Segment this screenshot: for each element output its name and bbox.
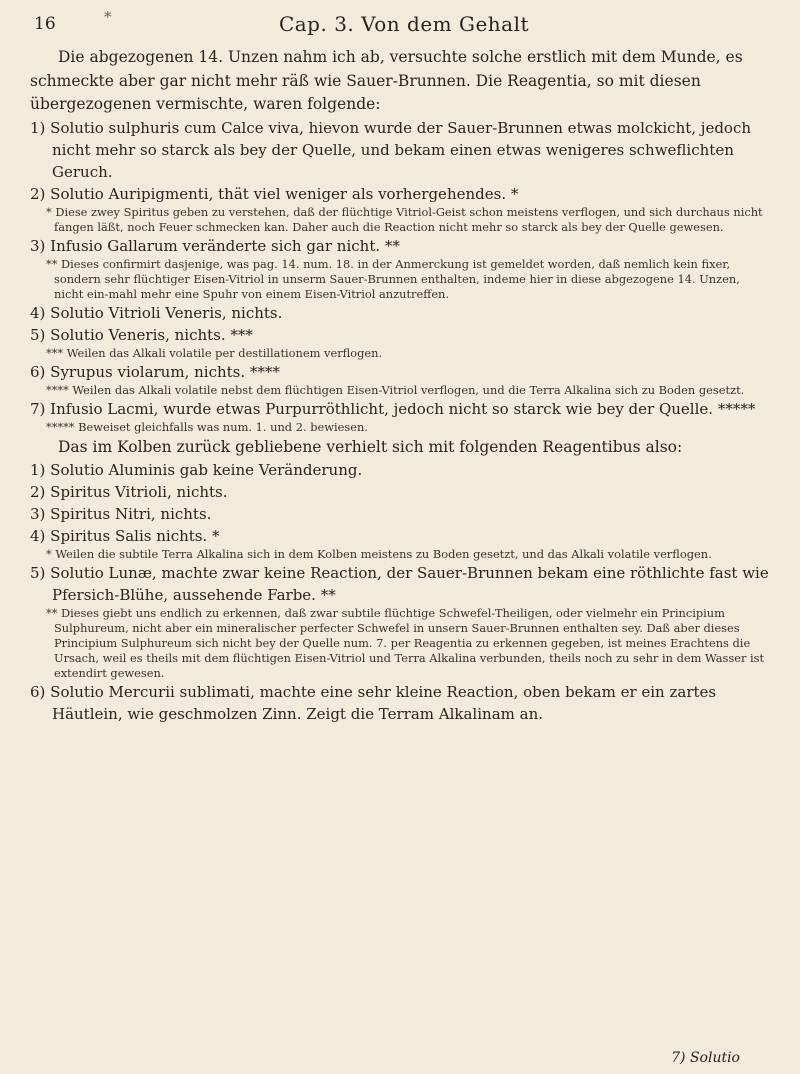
section-paragraph: Das im Kolben zurück gebliebene verhielt sich mit folgenden Reagentibus also: [58,437,683,456]
numbered-item: 1) Solutio sulphuris cum Calce viva, hievon wurde der Sauer-Brunnen etwas molckicht, jedoch nicht mehr so starck als bey der Quelle, und bekam einen etwas wenigeres schweflichten Geruch. [30,118,752,181]
numbered-item: 6) Solutio Mercurii sublimati, machte eine sehr kleine Reaction, oben bekam er ein zartes Häutlein, wie geschmolzen Zinn. Zeigt die Terram Alkalinam an. [30,682,717,723]
catchword: 7) Solutio [671,1050,740,1066]
footnote: ** Dieses giebt uns endlich zu erkennen, daß zwar subtile flüchtige Schwefel-Theiligen, oder vielmehr ein Principium Sulphureum, nicht aber ein mineralischer perfecter Schwefel in unsern Sauer-Brunnen enthalten sey. Daß aber dieses Principium Sulphureum sich nicht bey der Quelle num. 7. per Reagentia zu erkennen gegeben, ist meines Erachtens die Ursach, weil es theils mit dem flüchtigen Eisen-Vitriol und Terra Alkalina verbunden, theils noch zu sehr in dem Wasser ist extendirt gewesen. [46,605,765,680]
numbered-item: 4) Solutio Vitrioli Veneris, nichts. [30,303,283,322]
margin-mark: * [104,8,112,26]
footnote: **** Weilen das Alkali volatile nebst dem flüchtigen Eisen-Vitriol verflogen, und die Terra Alkalina sich zu Boden gesetzt. [46,382,745,397]
running-head: Cap. 3. Von dem Gehalt [278,12,530,36]
page-number: 16 [34,14,56,34]
page-header [34,8,774,38]
intro-paragraph: Die abgezogenen 14. Unzen nahm ich ab, versuchte solche erstlich mit dem Munde, es schmeckte aber gar nicht mehr räß wie Sauer-Brunnen. Die Reagentia, so mit diesen übergezogenen vermischte, waren folgende: [30,48,743,113]
numbered-item: 2) Spiritus Vitrioli, nichts. [30,482,228,501]
footnote: ***** Beweiset gleichfalls was num. 1. und 2. bewiesen. [46,419,368,434]
body-text [30,46,770,725]
numbered-item: 7) Infusio Lacmi, wurde etwas Purpurröthlicht, jedoch nicht so starck wie bey der Quelle. ***** [30,399,756,418]
numbered-item: 3) Spiritus Nitri, nichts. [30,504,212,523]
numbered-item: 4) Spiritus Salis nichts. * [30,526,220,545]
numbered-item: 3) Infusio Gallarum veränderte sich gar nicht. ** [30,236,400,255]
footnote: *** Weilen das Alkali volatile per destillationem verflogen. [46,345,383,360]
numbered-item: 1) Solutio Aluminis gab keine Veränderung. [30,460,363,479]
footnote: * Diese zwey Spiritus geben zu verstehen, daß der flüchtige Vitriol-Geist schon meistens verflogen, und sich durchaus nicht fangen läßt, noch Feuer schmecken kan. Daher auch die Reaction nicht mehr so starck als bey der Quelle gewesen. [46,204,763,234]
footnote: * Weilen die subtile Terra Alkalina sich in dem Kolben meistens zu Boden gesetzt, und das Alkali volatile verflogen. [46,546,712,561]
footnote: ** Dieses confirmirt dasjenige, was pag. 14. num. 18. in der Anmerckung ist gemeldet worden, daß nemlich kein fixer, sondern sehr flüchtiger Eisen-Vitriol in unserm Sauer-Brunnen enthalten, indeme hier in diese abgezogene 14. Unzen, nicht ein-mahl mehr eine Spuhr von einem Eisen-Vitriol anzutreffen. [46,256,740,301]
numbered-item: 5) Solutio Lunæ, machte zwar keine Reaction, der Sauer-Brunnen bekam eine röthlichte fast wie Pfersich-Blühe, aussehende Farbe. ** [30,563,769,604]
numbered-item: 6) Syrupus violarum, nichts. **** [30,362,280,381]
numbered-item: 2) Solutio Auripigmenti, thät viel weniger als vorhergehendes. * [30,184,519,203]
numbered-item: 5) Solutio Veneris, nichts. *** [30,325,253,344]
